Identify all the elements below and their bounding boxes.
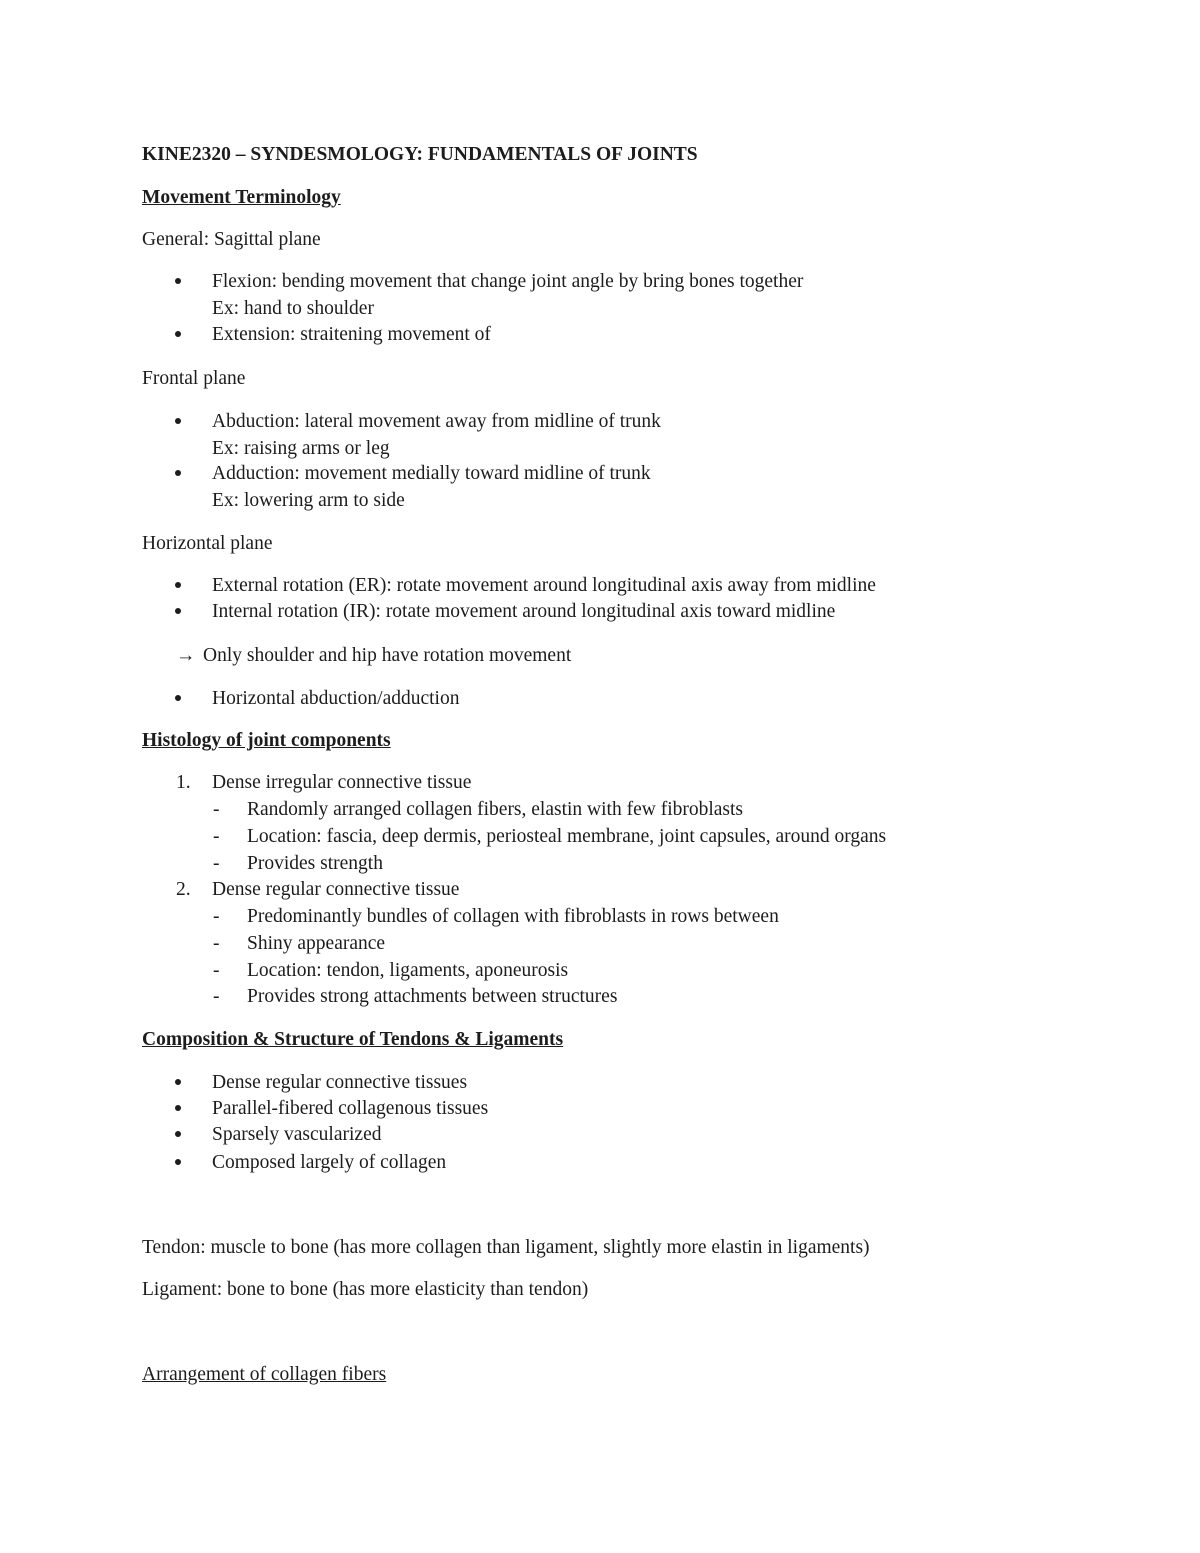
list-item: Dense regular connective tissues bbox=[212, 1072, 468, 1093]
sub-item: Randomly arranged collagen fibers, elastin with few fibroblasts bbox=[247, 799, 744, 820]
list-item: Parallel-fibered collagenous tissues bbox=[212, 1098, 489, 1119]
sub-item: Shiny appearance bbox=[247, 933, 386, 954]
dash-marker: - bbox=[213, 826, 220, 847]
dash-marker: - bbox=[213, 853, 220, 874]
list-item: Sparsely vascularized bbox=[212, 1124, 382, 1145]
bullet-icon bbox=[175, 418, 181, 424]
bullet-icon bbox=[175, 470, 181, 476]
bullet-icon bbox=[175, 695, 181, 701]
section-heading-movement: Movement Terminology bbox=[142, 187, 341, 208]
dash-marker: - bbox=[213, 799, 220, 820]
section-heading-composition: Composition & Structure of Tendons & Ligaments bbox=[142, 1029, 564, 1050]
list-number: 2. bbox=[176, 879, 191, 900]
frontal-plane-label: Frontal plane bbox=[142, 368, 246, 389]
rotation-note: Only shoulder and hip have rotation movement bbox=[203, 645, 572, 666]
horizontal-plane-label: Horizontal plane bbox=[142, 533, 273, 554]
bullet-icon bbox=[175, 1159, 181, 1165]
list-item-dense-irregular: Dense irregular connective tissue bbox=[212, 772, 472, 793]
bullet-icon bbox=[175, 582, 181, 588]
sagittal-plane-label: General: Sagittal plane bbox=[142, 229, 321, 250]
list-item: Composed largely of collagen bbox=[212, 1152, 447, 1173]
bullet-icon bbox=[175, 331, 181, 337]
list-item-adduction: Adduction: movement medially toward midline of trunk bbox=[212, 463, 651, 484]
sub-item: Location: fascia, deep dermis, periosteal membrane, joint capsules, around organs bbox=[247, 826, 887, 847]
list-item-dense-regular: Dense regular connective tissue bbox=[212, 879, 460, 900]
list-number: 1. bbox=[176, 772, 191, 793]
list-item-adduction-example: Ex: lowering arm to side bbox=[212, 490, 405, 511]
arrow-right-icon: → bbox=[176, 645, 196, 666]
sub-item: Provides strong attachments between structures bbox=[247, 986, 618, 1007]
list-item-internal-rotation: Internal rotation (IR): rotate movement around longitudinal axis toward midline bbox=[212, 601, 836, 622]
bullet-icon bbox=[175, 608, 181, 614]
bullet-icon bbox=[175, 1131, 181, 1137]
bullet-icon bbox=[175, 1079, 181, 1085]
section-heading-arrangement: Arrangement of collagen fibers bbox=[142, 1364, 387, 1385]
list-item-extension: Extension: straitening movement of bbox=[212, 324, 491, 345]
bullet-icon bbox=[175, 1105, 181, 1111]
ligament-definition: Ligament: bone to bone (has more elasticity than tendon) bbox=[142, 1279, 589, 1300]
list-item-horizontal-abduction: Horizontal abduction/adduction bbox=[212, 688, 460, 709]
dash-marker: - bbox=[213, 933, 220, 954]
list-item-abduction-example: Ex: raising arms or leg bbox=[212, 438, 390, 459]
tendon-definition: Tendon: muscle to bone (has more collagen than ligament, slightly more elastin in ligaments) bbox=[142, 1237, 870, 1258]
document-title: KINE2320 – SYNDESMOLOGY: FUNDAMENTALS OF JOINTS bbox=[142, 144, 698, 165]
bullet-icon bbox=[175, 278, 181, 284]
list-item-flexion: Flexion: bending movement that change joint angle by bring bones together bbox=[212, 271, 804, 292]
sub-item: Provides strength bbox=[247, 853, 383, 874]
sub-item: Predominantly bundles of collagen with fibroblasts in rows between bbox=[247, 906, 779, 927]
dash-marker: - bbox=[213, 986, 220, 1007]
dash-marker: - bbox=[213, 960, 220, 981]
sub-item: Location: tendon, ligaments, aponeurosis bbox=[247, 960, 569, 981]
dash-marker: - bbox=[213, 906, 220, 927]
list-item-flexion-example: Ex: hand to shoulder bbox=[212, 298, 374, 319]
list-item-abduction: Abduction: lateral movement away from midline of trunk bbox=[212, 411, 661, 432]
section-heading-histology: Histology of joint components bbox=[142, 730, 391, 751]
list-item-external-rotation: External rotation (ER): rotate movement around longitudinal axis away from midline bbox=[212, 575, 876, 596]
